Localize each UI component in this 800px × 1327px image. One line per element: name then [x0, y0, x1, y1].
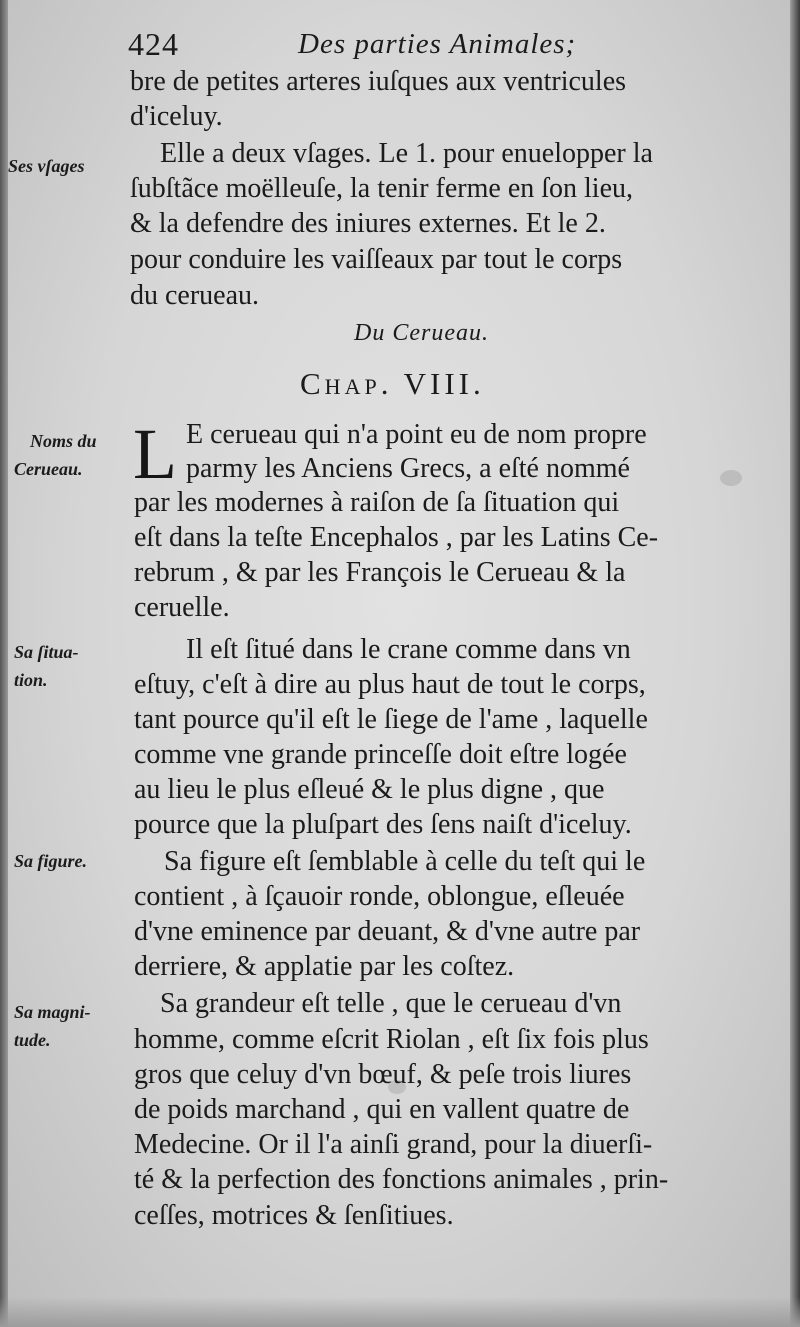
margin-note-magnitude: Sa magni- — [14, 1002, 91, 1022]
body-line: gros que celuy d'vn bœuf, & peſe trois liures — [134, 1059, 632, 1090]
body-line: eſt dans la teſte Encephalos , par les Latins Ce- — [134, 522, 659, 553]
page-number: 424 — [128, 26, 179, 62]
body-line: Sa figure eſt ſemblable à celle du teſt qui le — [164, 846, 646, 877]
margin-note-usages: Ses vſages — [8, 156, 85, 176]
body-line: du cerueau. — [130, 280, 260, 311]
body-line: Elle a deux vſages. Le 1. pour enuelopper la — [160, 138, 653, 169]
ink-blot — [720, 470, 742, 486]
page-left-edge-shadow — [0, 0, 8, 1327]
body-line: homme, comme eſcrit Riolan , eſt ſix fois plus — [134, 1024, 649, 1055]
chapter-heading: Chap. VIII. — [300, 366, 485, 401]
body-line: E cerueau qui n'a point eu de nom propre — [186, 419, 647, 450]
body-line: d'iceluy. — [130, 101, 223, 132]
margin-note-situation: Sa ſitua- — [14, 642, 79, 662]
body-line: eſtuy, c'eſt à dire au plus haut de tout le corps, — [134, 669, 646, 700]
body-line: d'vne eminence par deuant, & d'vne autre par — [134, 916, 641, 947]
page-bottom-edge-shadow — [0, 1297, 800, 1327]
body-line: tant pource qu'il eſt le ſiege de l'ame , laquelle — [134, 704, 648, 735]
body-line: Medecine. Or il l'a ainſi grand, pour la diuerſi- — [134, 1129, 653, 1160]
body-line: comme vne grande princeſſe doit eſtre logée — [134, 739, 627, 770]
margin-note-magnitude-cont: tude. — [14, 1030, 51, 1050]
body-line: derriere, & applatie par les coſtez. — [134, 951, 515, 982]
body-line: parmy les Anciens Grecs, a eſté nommé — [186, 453, 630, 484]
body-line: rebrum , & par les François le Cerueau & la — [134, 557, 626, 588]
body-line: ſubſtãce moëlleuſe, la tenir ferme en ſon lieu, — [130, 173, 634, 204]
running-title: Des parties Animales; — [298, 28, 577, 60]
body-line: ceruelle. — [134, 592, 230, 623]
margin-note-noms-cont: Cerueau. — [14, 459, 83, 479]
body-line: té & la perfection des fonctions animales , prin- — [134, 1164, 669, 1195]
drop-cap-letter: L — [133, 414, 177, 494]
body-line: bre de petites arteres iuſques aux ventricules — [130, 66, 627, 97]
body-line: ceſſes, motrices & ſenſitiues. — [134, 1200, 454, 1231]
body-line: par les modernes à raiſon de ſa ſituation qui — [134, 487, 620, 518]
margin-note-situation-cont: tion. — [14, 670, 48, 690]
body-line: de poids marchand , qui en vallent quatre de — [134, 1094, 630, 1125]
section-subtitle: Du Cerueau. — [354, 320, 489, 346]
body-line: Sa grandeur eſt telle , que le cerueau d'vn — [160, 988, 622, 1019]
margin-note-noms: Noms du — [30, 431, 97, 451]
body-line: au lieu le plus eſleué & le plus digne , que — [134, 774, 605, 805]
body-line: pource que la pluſpart des ſens naiſt d'iceluy. — [134, 809, 632, 840]
body-line: Il eſt ſitué dans le crane comme dans vn — [186, 634, 631, 665]
margin-note-figure: Sa figure. — [14, 851, 88, 871]
body-line: contient , à ſçauoir ronde, oblongue, eſleuée — [134, 881, 625, 912]
page-right-edge-shadow — [790, 0, 800, 1327]
body-line: pour conduire les vaiſſeaux par tout le corps — [130, 244, 623, 275]
body-line: & la defendre des iniures externes. Et le 2. — [130, 208, 606, 239]
